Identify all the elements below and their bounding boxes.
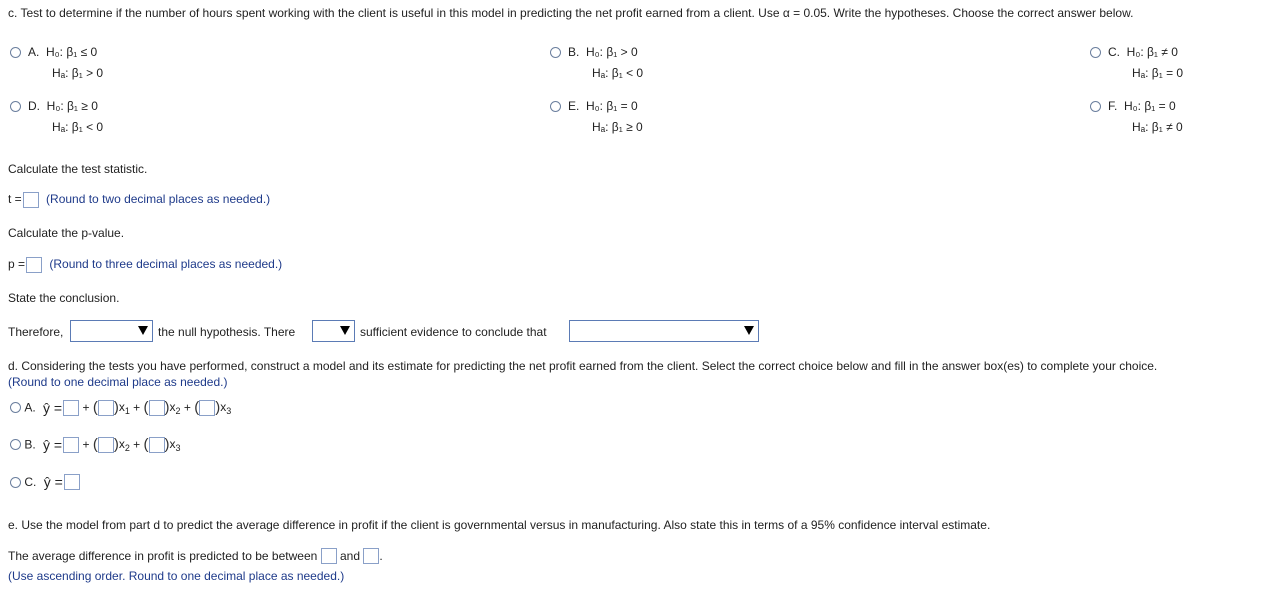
- p-input[interactable]: [26, 257, 42, 273]
- h0-text: H₀: β₁ ≥ 0: [46, 99, 98, 113]
- evidence-dropdown[interactable]: [312, 320, 355, 342]
- interval-row: [8, 548, 383, 564]
- radio-model-a[interactable]: [10, 402, 21, 413]
- choice-letter: D.: [28, 99, 40, 113]
- coef-x3-input[interactable]: [199, 400, 215, 416]
- choice-letter: B.: [24, 437, 36, 452]
- choice-letter: C.: [24, 475, 37, 489]
- state-conclusion-label: State the conclusion.: [8, 291, 120, 305]
- sufficient-label: sufficient evidence to conclude that: [360, 325, 547, 339]
- yhat-label: ŷ =: [43, 436, 63, 453]
- calc-test-stat-label: Calculate the test statistic.: [8, 162, 148, 176]
- part-d-question: d. Considering the tests you have performed, construct a model and its estimate for predicting the net profit earned from the client. Select the correct choice below and fill in the answer box(es) to complete your choice.: [8, 359, 1158, 373]
- dropdown-arrow-icon: [340, 326, 350, 335]
- between-label: The average difference in profit is predicted to be between: [8, 549, 318, 563]
- reject-dropdown[interactable]: [70, 320, 153, 342]
- p-label: p =: [8, 257, 26, 272]
- dropdown-arrow-icon: [138, 326, 148, 335]
- choice-letter: C.: [1108, 45, 1120, 59]
- h0-text: H₀: β₁ = 0: [586, 99, 638, 113]
- plus-sign: +: [133, 437, 141, 452]
- choice-letter: E.: [568, 99, 580, 113]
- null-there-label: the null hypothesis. There: [158, 325, 296, 339]
- t-input[interactable]: [23, 192, 39, 208]
- coef-x1-input[interactable]: [98, 400, 114, 416]
- part-e-question: e. Use the model from part d to predict the average difference in profit if the client is governmental versus in manufacturing. Also state this in terms of a 95% confidence interval estimate.: [8, 518, 991, 532]
- intercept-input[interactable]: [64, 474, 80, 490]
- radio-d[interactable]: [10, 101, 21, 112]
- dropdown-arrow-icon: [744, 326, 754, 335]
- therefore-label: Therefore,: [8, 325, 64, 339]
- part-e-hint: (Use ascending order. Round to one decimal place as needed.): [8, 569, 345, 583]
- radio-c[interactable]: [1090, 47, 1101, 58]
- choice-letter: B.: [568, 45, 580, 59]
- ha-text: Hₐ: β₁ < 0: [52, 120, 104, 134]
- lower-bound-input[interactable]: [321, 548, 337, 564]
- radio-model-b[interactable]: [10, 439, 21, 450]
- var-x2: $x_2$: [118, 436, 130, 453]
- ha-text: Hₐ: β₁ ≠ 0: [1132, 120, 1183, 134]
- plus-sign: +: [183, 400, 191, 415]
- t-row: [8, 192, 270, 208]
- p-row: [8, 257, 282, 273]
- ha-text: Hₐ: β₁ < 0: [592, 66, 644, 80]
- var-x2: $x_2$: [169, 399, 181, 416]
- h0-text: H₀: β₁ ≠ 0: [1126, 45, 1178, 59]
- coef-x2-input[interactable]: [149, 400, 165, 416]
- choice-letter: A.: [28, 45, 40, 59]
- p-hint: (Round to three decimal places as needed.): [49, 257, 283, 272]
- model-choice-a[interactable]: A. ŷ = + ( )$x_1$ + ( )$x_2$ + ( )$x_3$: [10, 399, 231, 423]
- radio-model-c[interactable]: [10, 477, 21, 488]
- calc-p-label: Calculate the p-value.: [8, 226, 125, 240]
- yhat-label: ŷ =: [43, 399, 63, 416]
- t-label: t =: [8, 192, 22, 207]
- plus-sign: +: [82, 437, 90, 452]
- model-choice-b[interactable]: B. ŷ = + ( )$x_2$ + ( )$x_3$: [10, 436, 181, 460]
- model-choice-c[interactable]: [10, 474, 80, 498]
- h0-text: H₀: β₁ > 0: [586, 45, 638, 59]
- upper-bound-input[interactable]: [363, 548, 379, 564]
- radio-a[interactable]: [10, 47, 21, 58]
- ha-text: Hₐ: β₁ ≥ 0: [592, 120, 643, 134]
- intercept-input[interactable]: [63, 400, 79, 416]
- yhat-label: ŷ =: [43, 474, 63, 490]
- ha-text: Hₐ: β₁ > 0: [52, 66, 104, 80]
- and-label: and: [340, 549, 361, 563]
- coef-x3-input[interactable]: [149, 437, 165, 453]
- var-x3: $x_3$: [220, 399, 232, 416]
- radio-f[interactable]: [1090, 101, 1101, 112]
- intercept-input[interactable]: [63, 437, 79, 453]
- plus-sign: +: [133, 400, 141, 415]
- var-x1: $x_1$: [118, 399, 130, 416]
- h0-text: H₀: β₁ = 0: [1124, 99, 1176, 113]
- radio-e[interactable]: [550, 101, 561, 112]
- var-x3: $x_3$: [169, 436, 181, 453]
- radio-b[interactable]: [550, 47, 561, 58]
- part-d-hint: (Round to one decimal place as needed.): [8, 375, 228, 389]
- choice-letter: F.: [1108, 99, 1118, 113]
- part-c-question: c. Test to determine if the number of hours spent working with the client is useful in this model in predicting the net profit earned from a client. Use α = 0.05. Write the hypotheses. Choose the correct answer below.: [8, 6, 1134, 20]
- coef-x2-input[interactable]: [98, 437, 114, 453]
- conclusion-dropdown[interactable]: [569, 320, 759, 342]
- plus-sign: +: [82, 400, 90, 415]
- t-hint: (Round to two decimal places as needed.): [46, 192, 271, 207]
- choice-letter: A.: [24, 400, 36, 415]
- ha-text: Hₐ: β₁ = 0: [1132, 66, 1184, 80]
- h0-text: H₀: β₁ ≤ 0: [46, 45, 98, 59]
- period: .: [379, 549, 383, 563]
